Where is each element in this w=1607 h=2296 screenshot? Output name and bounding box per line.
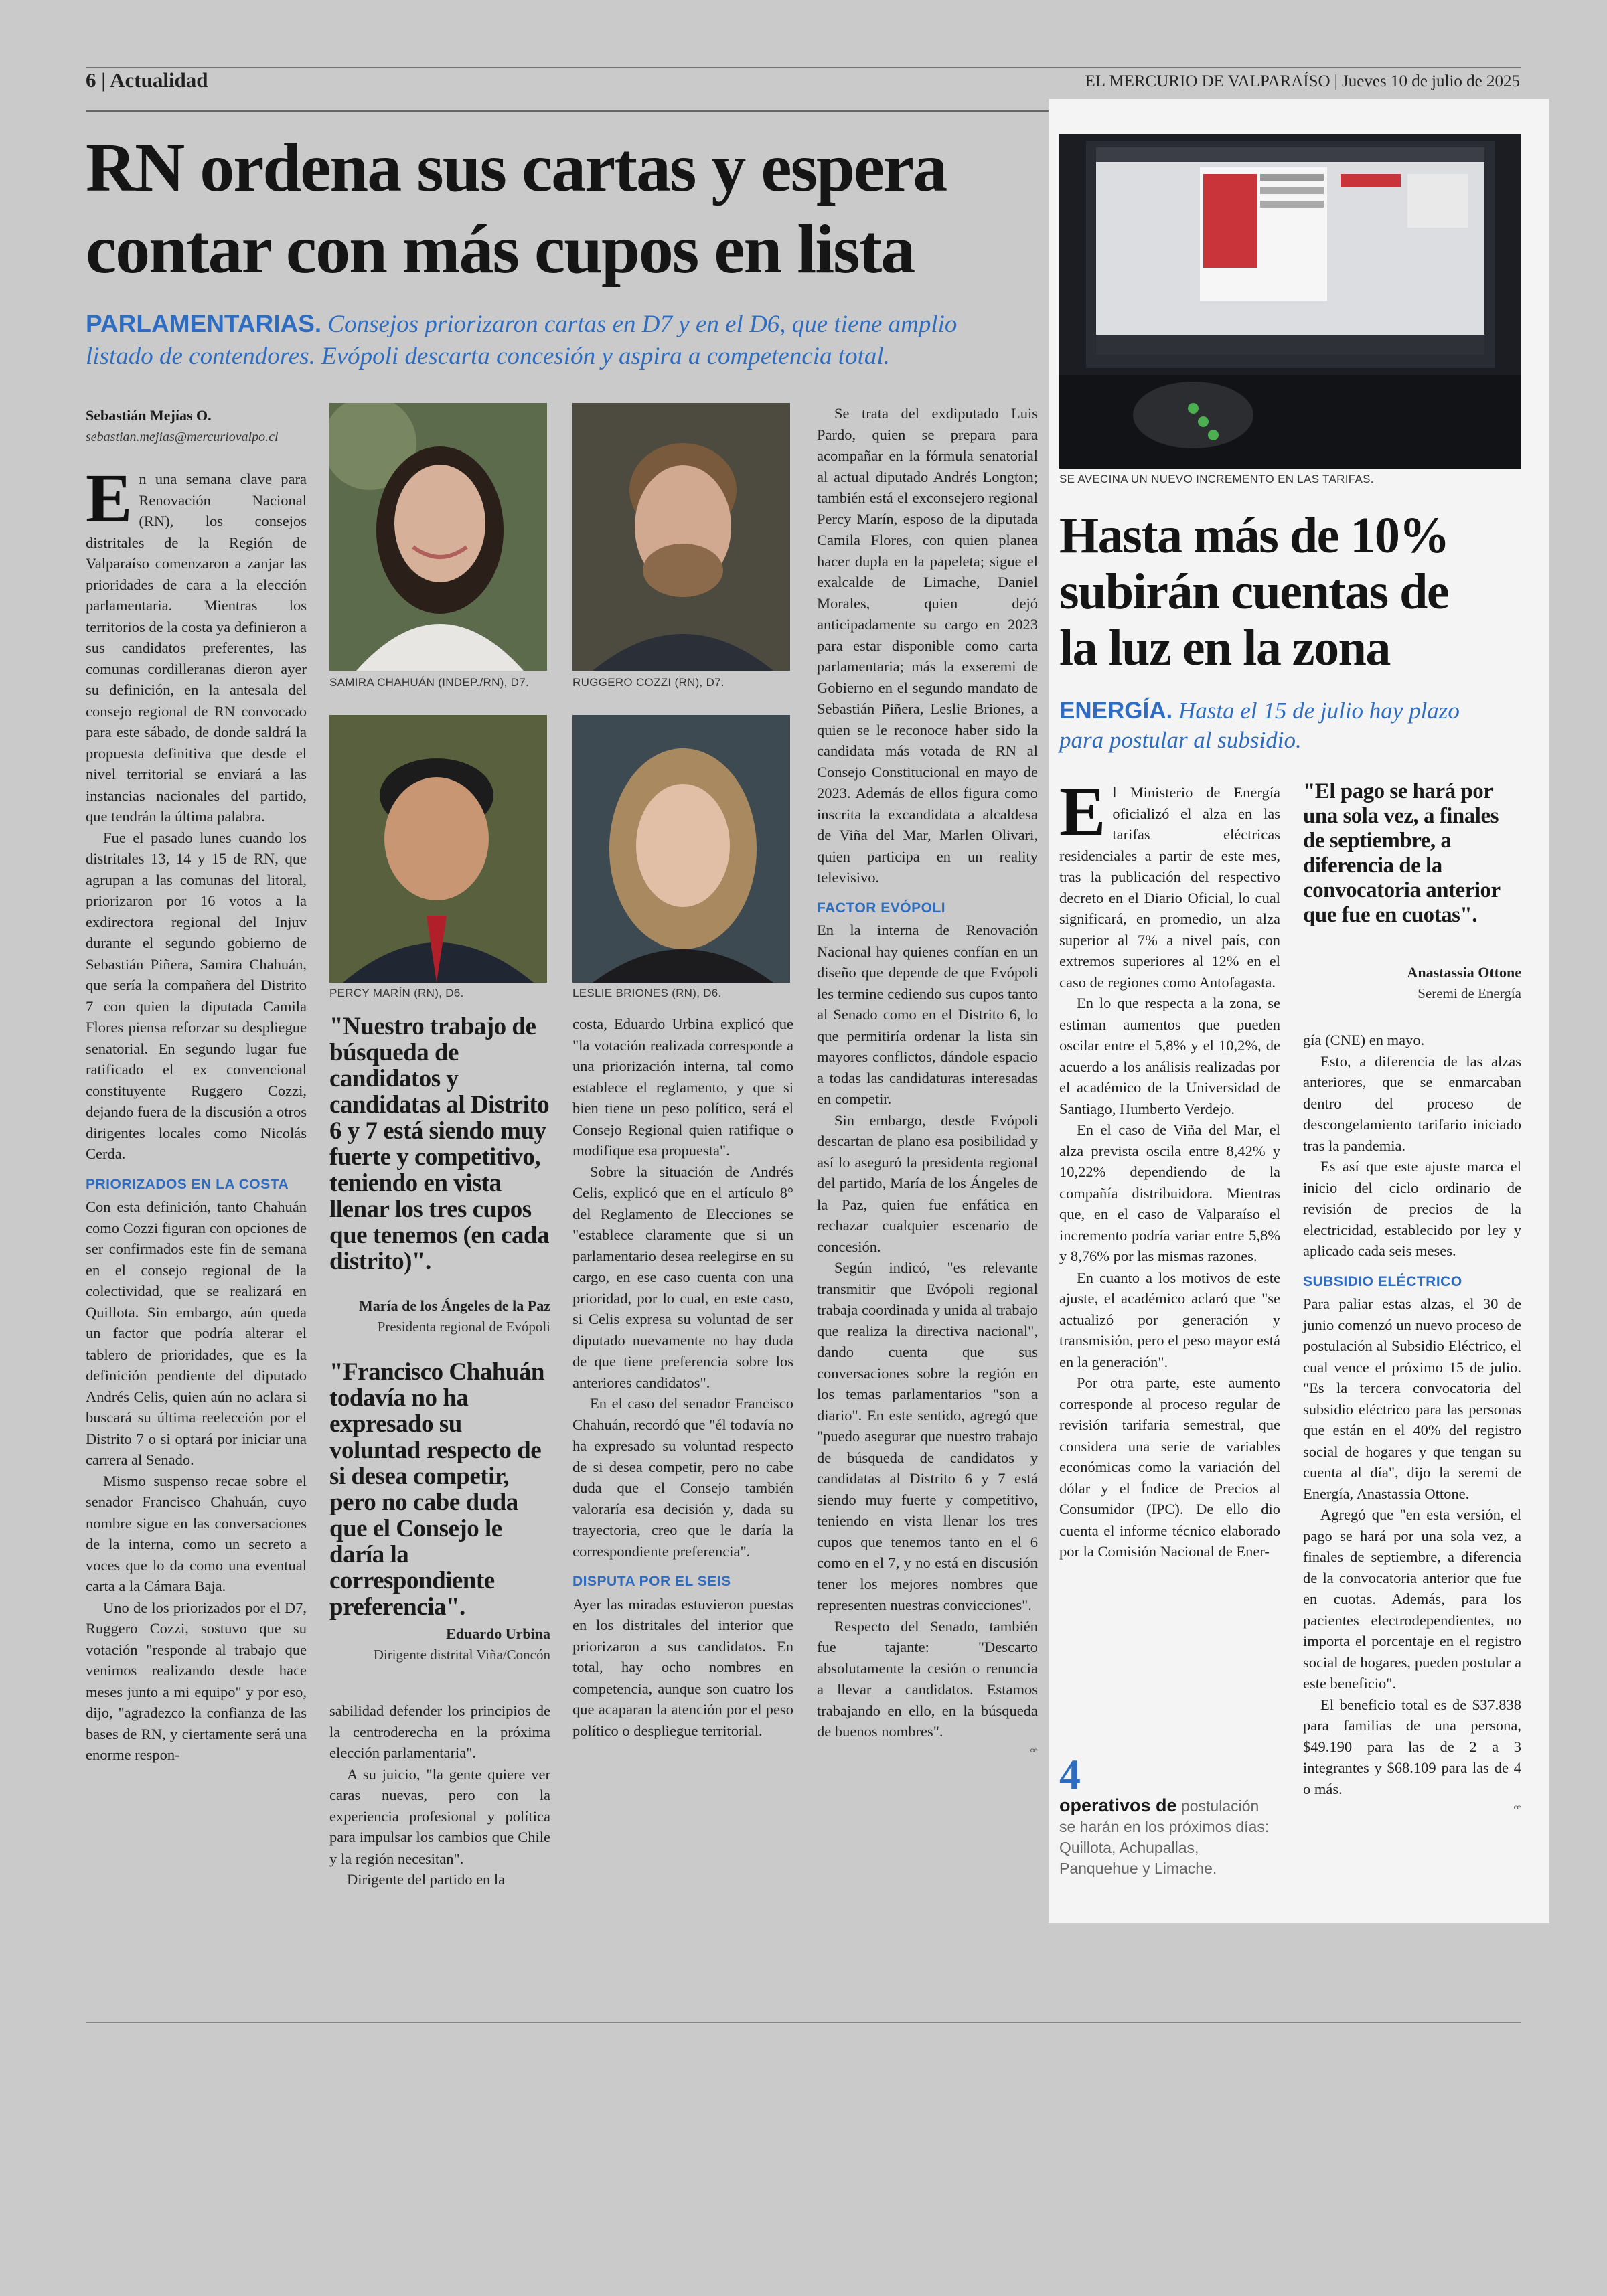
end-mark: ꟹ xyxy=(1513,1803,1521,1817)
paragraph: gía (CNE) en mayo. xyxy=(1303,1032,1425,1048)
paragraph: Esto, a diferencia de las alzas anteriores, que se enmarcaban dentro del proceso de descongelamiento tarifario iniciado tras la pandemia. xyxy=(1303,1052,1521,1154)
sidebar-column-2 xyxy=(1303,1030,1521,1821)
deck-line-1: Consejos priorizaron cartas en D7 y en el D6, que tiene amplio xyxy=(321,311,958,338)
caption-samira: SAMIRA CHAHUÁN (INDEP./RN), D7. xyxy=(329,676,530,689)
stat-text: postulación se harán en los próximos días: Quillota, Achupallas, Panquehue y Limache. xyxy=(1059,1797,1270,1877)
quote-attribution-role: Dirigente distrital Viña/Concón xyxy=(373,1647,550,1663)
sidebar-headline-line-1: Hasta más de 10% xyxy=(1059,507,1449,564)
headline-line-1: RN ordena sus cartas y espera xyxy=(86,129,947,206)
page-section-label: 6 | Actualidad xyxy=(86,68,208,92)
paragraph: Es así que este ajuste marca el inicio del ciclo ordinario de revisión de precios de la electricidad, establecido por ley y aplicado cada seis meses. xyxy=(1303,1158,1521,1259)
main-column-1 xyxy=(86,460,307,1901)
paragraph: Se trata del exdiputado Luis Pardo, quien se prepara para acompañar en la fórmula senatorial al actual diputado Andrés Longton; también está el exconsejero regional Percy Marín, esposo de la diputada Camila Flores, con quien planea hacer dupla en la papeleta; sigue el exalcalde de Limache, Daniel Morales, quien dejó anticipadamente su cargo en 2023 para estar disponible como carta parlamentaria; más la exseremi de Gobierno en el segundo mandato de Sebastián Piñera, Leslie Briones, a quien se le reconoce haber sido la candidata más votada de RN al Consejo Constitucional en mayo de 2023. Además de ellos figura como inscrita la excandidata a alcaldesa de Viña del Mar, Marlen Olivari, quien participa en un reality televisivo. xyxy=(817,405,1038,886)
sidebar-deck xyxy=(1059,696,1521,755)
photo-percy-marin xyxy=(329,715,547,983)
main-kicker: PARLAMENTARIAS. xyxy=(86,310,322,337)
page-number: 6 xyxy=(86,68,96,92)
quote-attribution-role: Presidenta regional de Evópoli xyxy=(377,1319,550,1335)
photo-caption-tariffs: SE AVECINA UN NUEVO INCREMENTO EN LAS TARIFAS. xyxy=(1059,473,1374,485)
quote-attribution-role: Seremi de Energía xyxy=(1418,985,1521,1001)
photo-samira-chahuan xyxy=(329,403,547,671)
sidebar-headline-line-2: subirán cuentas de xyxy=(1059,564,1449,620)
sidebar-deck-line-1: Hasta el 15 de julio hay plazo xyxy=(1172,698,1460,724)
headline-line-2: contar con más cupos en lista xyxy=(86,211,915,288)
drop-cap: E xyxy=(86,460,133,537)
paragraph: En la interna de Renovación Nacional hay quienes confían en un diseño que depende de que Evópoli les termine cediendo sus cupos tanto al Senado como en el Distrito 6, lo que permitiría ordenar la lista sin mayores conflictos, dándole espacio a todas las candidaturas interesadas en competir. xyxy=(817,922,1038,1107)
caption-percy: PERCY MARÍN (RN), D6. xyxy=(329,987,464,999)
paragraph: El beneficio total es de $37.838 para familias de una persona, $49.190 para las de 2 a 3 integrantes y $68.109 para las de 4 o más. xyxy=(1303,1696,1521,1797)
paragraph: sabilidad defender los principios de la centroderecha en la próxima elección parlamentaria". xyxy=(329,1702,550,1761)
paragraph: A su juicio, "la gente quiere ver caras nuevas, pero con la experiencia profesional y política para impulsar los cambios que Chile y la región necesitan". xyxy=(329,1765,550,1867)
paragraph: Con esta definición, tanto Chahuán como Cozzi figuran con opciones de ser confirmados este fin de semana en el consejo regional de la colectividad, que se realizará en Quillota. Sin embargo, aún queda un factor que podría alterar el tablero de prioridades, que es la definición pendiente del diputado Andrés Celis, quien aún no aclara si buscará su última reelección por el Distrito 7 o si optará por iniciar una carrera al Senado. xyxy=(86,1198,307,1468)
sidebar-deck-line-2: para postular al subsidio. xyxy=(1059,727,1302,753)
paragraph: l Ministerio de Energía oficializó el alza en las tarifas eléctricas residenciales a partir de este mes, tras la publicación del respectivo decreto en el Diario Oficial, lo cual significará, en promedio, un alza superior al 7% a nivel país, con extremos superiores al 12% en el caso de regiones como Antofagasta. xyxy=(1059,784,1280,991)
paragraph: En cuanto a los motivos de este ajuste, el académico aclaró que "se actualizó por generación y transmisión, pero el peso mayor está en la generación". xyxy=(1059,1268,1280,1370)
paragraph: Respecto del Senado, también fue tajante: "Descarto absolutamente la cesión o renuncia a llevar a candidatos. Estamos trabajando en ello, en la búsqueda de buenos nombres". xyxy=(817,1617,1038,1740)
sidebar-headline xyxy=(1059,507,1521,676)
subheading-factor-evopoli: FACTOR EVÓPOLI xyxy=(817,900,946,916)
quote-attribution-name: Eduardo Urbina xyxy=(446,1625,550,1642)
paragraph: Según indicó, "es relevante transmitir que Evópoli regional trabaja coordinada y unida al trabajo que realiza la directiva nacional", dando cuenta que sus conversaciones sobre la región en los temas parlamentarios "son a diario". En este sentido, agregó que "puedo asegurar que nuestro trabajo de búsqueda de candidatos y candidatas al Distrito 6 y 7 está siendo muy fuerte y competitivo, teniendo en vista llenar los tres cupos que tenemos tanto en el 6 como en el 7, y no está en discusión tener los mejores nombres que representen nuestras convicciones". xyxy=(817,1259,1038,1613)
caption-leslie: LESLIE BRIONES (RN), D6. xyxy=(572,987,722,999)
section-name: Actualidad xyxy=(110,68,208,92)
sidebar-kicker: ENERGÍA. xyxy=(1059,698,1173,724)
drop-cap: E xyxy=(1059,773,1106,850)
paragraph: Por otra parte, este aumento corresponde al proceso regular de revisión tarifaria semestral, que considera una serie de variables económicas como la variación del dólar y el Índice de Precios al Consumidor (IPC). De ello dio cuenta el informe técnico elaborado por la Comisión Nacional de Ener- xyxy=(1059,1374,1280,1560)
paragraph: Sin embargo, desde Evópoli descartan de plano esa posibilidad y así lo aseguró la presidenta regional del partido, María de los Ángeles de la Paz, quien fue enfática en rechazar cualquier escenario de concesión. xyxy=(817,1111,1038,1255)
sidebar-column-1 xyxy=(1059,773,1280,1562)
paragraph: Uno de los priorizados por el D7, Ruggero Cozzi, sostuvo que su votación "responde al trabajo que venimos realizando desde hace meses junto a mi equipo" y por eso, dijo, "agradezco la confianza de las bases de RN, y ciertamente será una enorme respon- xyxy=(86,1598,307,1763)
pull-quote-de-la-paz: "Nuestro trabajo de búsqueda de candidatos y candidatas al Distrito 6 y 7 está siendo muy fuerte y competitivo, teniendo en vista llenar los tres cupos que tenemos (en cada distrito)". xyxy=(329,1013,550,1275)
header-top-rule xyxy=(86,67,1521,68)
main-column-2 xyxy=(329,1700,550,1890)
photo-ruggero-cozzi xyxy=(572,403,790,671)
paragraph: costa, Eduardo Urbina explicó que "la votación realizada corresponde a una priorización interna, tal como establece el reglamento, y que si bien tiene un peso político, será el Consejo Regional quien ratifique o modifique esa propuesta". xyxy=(572,1015,793,1159)
main-deck xyxy=(86,308,1057,373)
paragraph: n una semana clave para Renovación Nacional (RN), los consejos distritales de la Región de Valparaíso comenzaron a zanjar las prioridades de cara a la elección parlamentaria. Mientras los territorios de la costa ya definieron a sus candidatos preferentes, las comunas cordilleranas dieron ayer su definición, en la antesala del consejo regional de RN convocado para este sábado, de donde saldrá la propuesta definitiva que desde el nivel territorial se enviará a las instancias nacionales del partido, que tendrán la última palabra. xyxy=(86,471,307,825)
quote-attribution-name: Anastassia Ottone xyxy=(1407,964,1521,981)
photo-leslie-briones xyxy=(572,715,790,983)
main-column-4 xyxy=(817,403,1038,1763)
stat-box xyxy=(1059,1750,1274,1879)
paragraph: Ayer las miradas estuvieron puestas en los distritales del interior que priorizaron a sus candidatos. En total, hay ocho nombres en competencia, aunque son cuatro los que acaparan la atención por el peso político o despliegue territorial. xyxy=(572,1595,793,1739)
sidebar-headline-line-3: la luz en la zona xyxy=(1059,620,1390,676)
paragraph: Sobre la situación de Andrés Celis, explicó que en el artículo 8° del Reglamento de Elecciones se "establece claramente que si un parlamentario desea reelegirse en su cargo, en ese caso cuenta con una prioridad, por lo cual, en este caso, si Celis expresa su voluntad de ser diputado nuevamente no hay duda de que tiene preferencia sobre los anteriores candidatos". xyxy=(572,1163,793,1391)
paragraph: Agregó que "en esta versión, el pago se hará por una sola vez, a finales de septiembre, a diferencia de la convocatoria anterior que fue en cuotas. Además, para los pacientes electrodependientes, no importa el porcentaje en el registro social de hogares, pueden postular a este beneficio". xyxy=(1303,1506,1521,1692)
subheading-priorizados: PRIORIZADOS EN LA COSTA xyxy=(86,1176,289,1192)
paragraph: Mismo suspenso recae sobre el senador Francisco Chahuán, cuyo nombre sigue en las conversaciones de la interna, como un secreto a voces que lo da como una eventual carta a la Cámara Baja. xyxy=(86,1472,307,1594)
paragraph: Dirigente del partido en la xyxy=(347,1871,506,1888)
stat-number: 4 xyxy=(1059,1750,1081,1798)
subheading-disputa: DISPUTA POR EL SEIS xyxy=(572,1574,731,1589)
end-mark: ꟹ xyxy=(1030,1745,1038,1760)
paper-name: EL MERCURIO DE VALPARAÍSO xyxy=(1085,72,1330,90)
paragraph: En el caso de Viña del Mar, el alza prevista oscila entre 8,42% y 10,22% dependiendo de la compañía distribuidora. Mientras que, en el caso de Valparaíso el incremento podría variar entre 5,8% y 8,76% por las mismas razones. xyxy=(1059,1121,1280,1264)
pull-quote-urbina: "Francisco Chahuán todavía no ha expresado su voluntad respecto de si desea competir, pero no cabe duda que el Consejo le daría la correspondiente preferencia". xyxy=(329,1358,544,1621)
issue-date: Jueves 10 de julio de 2025 xyxy=(1342,72,1520,90)
paragraph: En lo que respecta a la zona, se estiman aumentos que pueden oscilar entre el 5,8% y el 10,2%, de acuerdo a los análisis realizadas por el académico de la Universidad de Santiago, Humberto Verdejo. xyxy=(1059,995,1280,1117)
quote-attribution-name: María de los Ángeles de la Paz xyxy=(359,1297,550,1314)
paragraph: En el caso del senador Francisco Chahuán, recordó que "él todavía no ha expresado su voluntad respecto de si desea competir, pero no cabe duda que el Consejo también valoraría esa decisión y, dada su trayectoria, creo que le daría la correspondiente preferencia". xyxy=(572,1395,793,1560)
caption-ruggero: RUGGERO COZZI (RN), D7. xyxy=(572,676,724,689)
deck-line-2: listado de contendores. Evópoli descarta concesión y aspira a competencia total. xyxy=(86,343,890,370)
photo-laptop-tariffs xyxy=(1059,134,1521,469)
paragraph: Fue el pasado lunes cuando los distritales 13, 14 y 15 de RN, que agrupan a las comunas del litoral, priorizaron por 16 votos a la exdirectora regional del Injuv durante el segundo gobierno de Sebastián Piñera, Samira Chahuán, que sería la compañera del Distrito 7 con quien la diputada Camila Flores piensa reforzar su despliegue senatorial. En segundo lugar fue ratificado el ex convencional constituyente Ruggero Cozzi, dejando fuera de la discusión a otros dirigentes locales como Nicolás Cerda. xyxy=(86,829,307,1162)
main-column-3 xyxy=(572,1013,793,1741)
footer-rule xyxy=(86,2022,1521,2023)
subheading-subsidio: SUBSIDIO ELÉCTRICO xyxy=(1303,1273,1462,1289)
masthead-line: EL MERCURIO DE VALPARAÍSO | Jueves 10 de julio de 2025 xyxy=(1085,72,1520,90)
author-email: sebastian.mejias@mercuriovalpo.cl xyxy=(86,430,279,444)
main-headline xyxy=(86,127,1050,291)
paragraph: Para paliar estas alzas, el 30 de junio comenzó un nuevo proceso de postulación al Subsidio Eléctrico, el cual vence el próximo 15 de julio. "Es la tercera convocatoria del subsidio eléctrico para las personas que están en el 40% del registro social de hogares y que tengan su cuenta al día", dijo la seremi de Energía, Anastassia Ottone. xyxy=(1303,1295,1521,1502)
stat-label: operativos de xyxy=(1059,1795,1177,1815)
author-name: Sebastián Mejías O. xyxy=(86,407,212,424)
pull-quote-ottone: "El pago se hará por una sola vez, a finales de septiembre, a diferencia de la convocatoria anterior que fue en cuotas". xyxy=(1303,779,1501,927)
